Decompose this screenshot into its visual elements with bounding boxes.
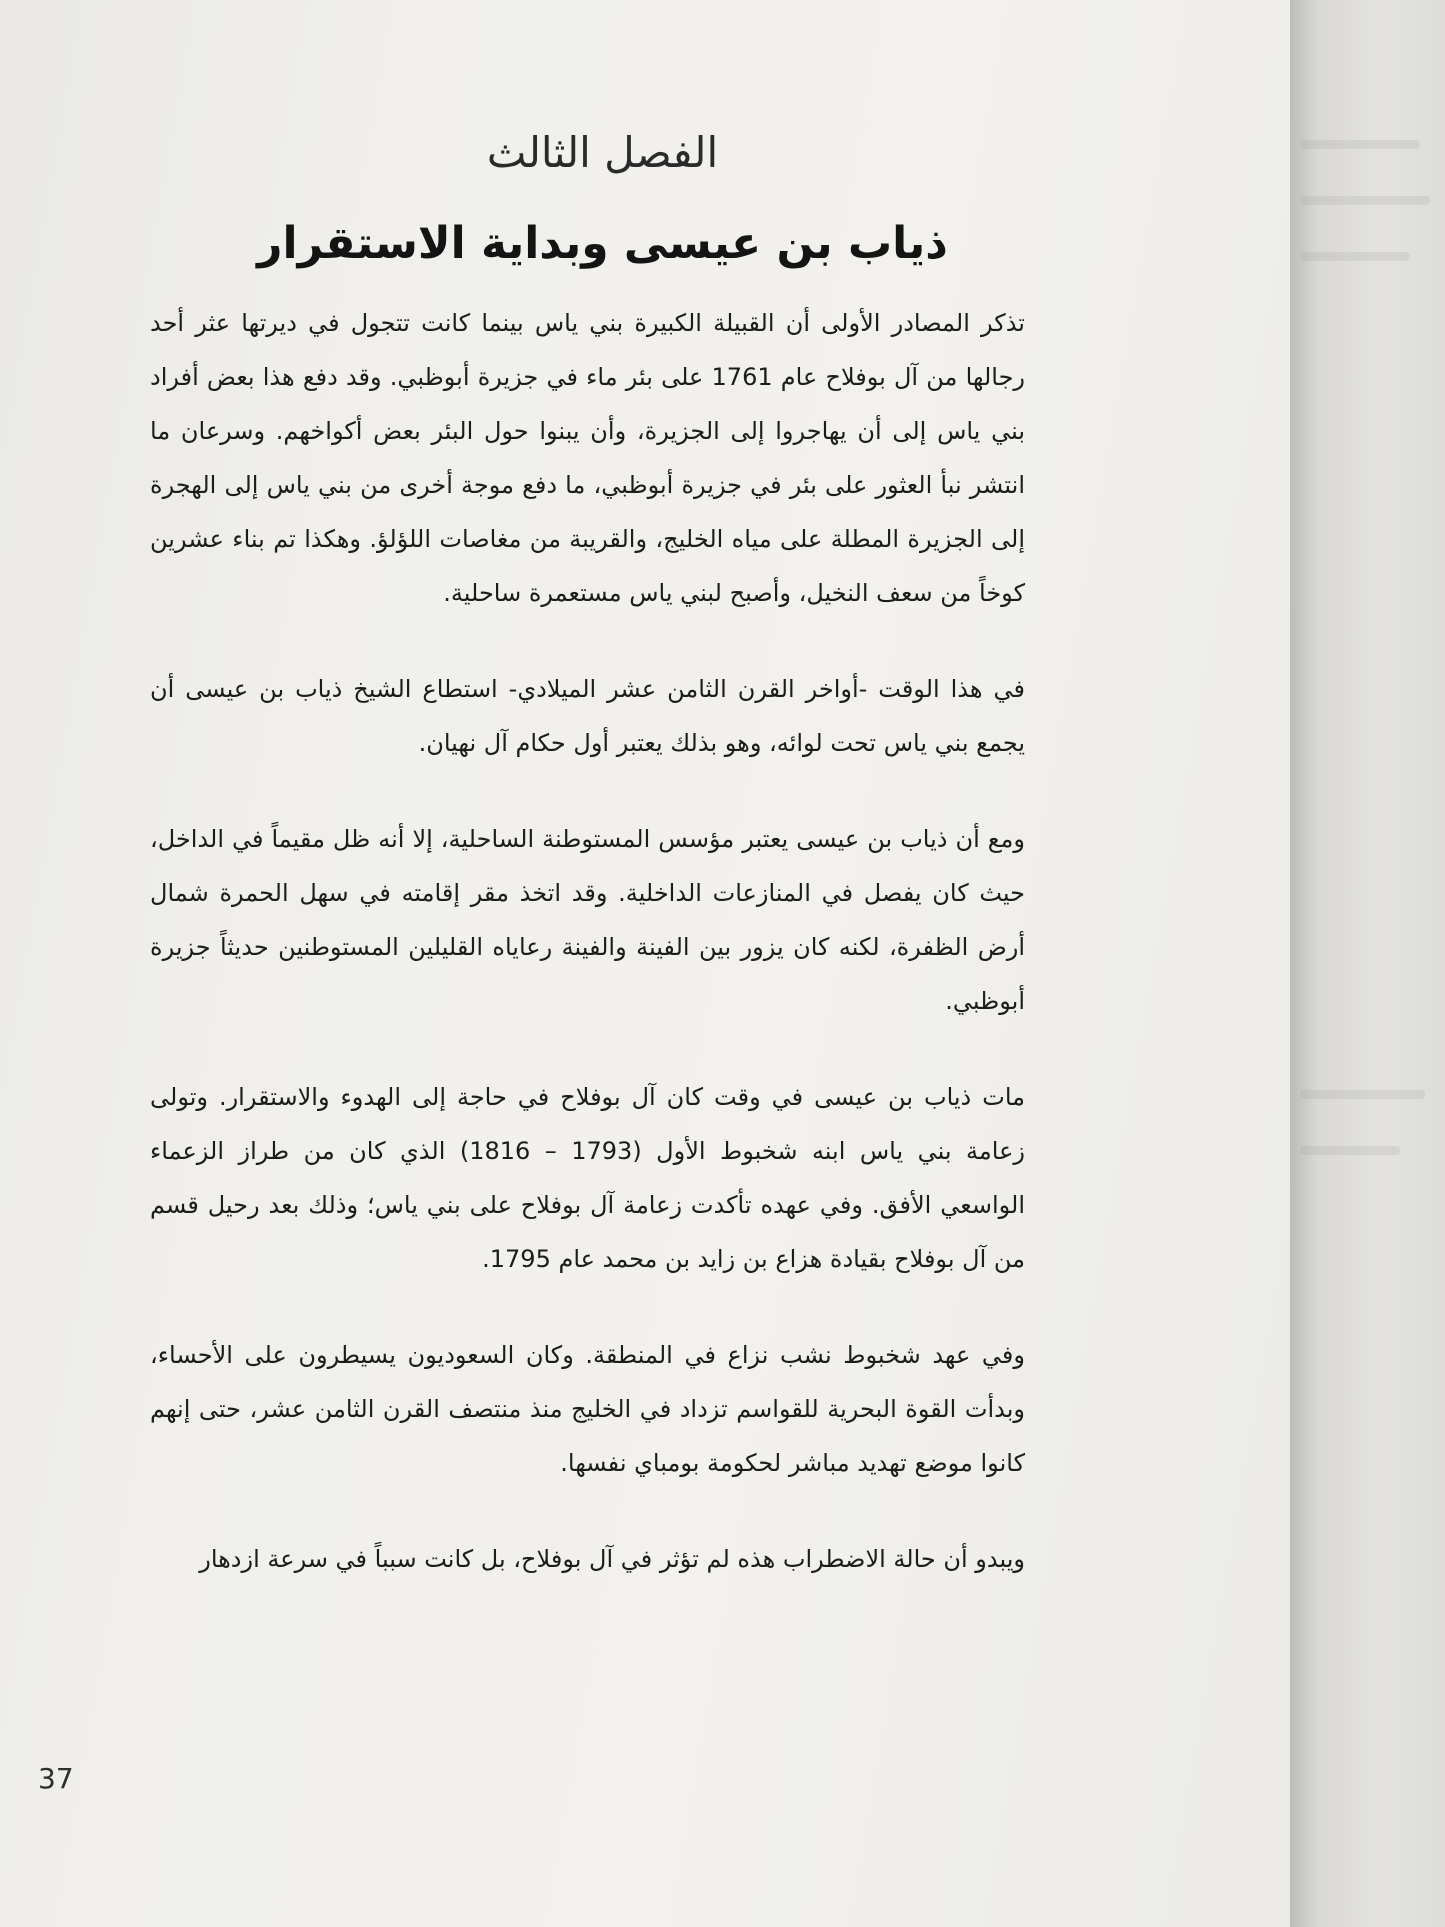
paragraph: تذكر المصادر الأولى أن القبيلة الكبيرة بني ياس بينما كانت تتجول في ديرتها عثر أحد رجالها من آل بوفلاح عام 1761 على بئر ماء في جزيرة أبوظبي. وقد دفع هذا بعض أفراد بني ياس إلى أن يهاجروا إلى الجزيرة، وأن يبنوا حول البئر بعض أكواخهم. وسرعان ما انتشر نبأ العثور على بئر في جزيرة أبوظبي، ما دفع موجة أخرى من بني ياس إلى الهجرة إلى الجزيرة المطلة على مياه الخليج، والقريبة من مغاصات اللؤلؤ. وهكذا تم بناء عشرين كوخاً من سعف النخيل، وأصبح لبني ياس مستعمرة ساحلية.: [150, 309, 1026, 607]
paragraph: وفي عهد شخبوط نشب نزاع في المنطقة. وكان السعوديون يسيطرون على الأحساء، وبدأت القوة البحرية للقواسم تزداد في الخليج منذ منتصف القرن الثامن عشر، حتى إنهم كانوا موضع تهديد مباشر لحكومة بومباي نفسها.: [150, 1341, 1025, 1477]
chapter-title: ذياب بن عيسى وبداية الاستقرار: [257, 218, 948, 269]
bleed-through-line: [1300, 252, 1410, 261]
paragraph: ومع أن ذياب بن عيسى يعتبر مؤسس المستوطنة الساحلية، إلا أنه ظل مقيماً في الداخل، حيث كان يفصل في المنازعات الداخلية. وقد اتخذ مقر إقامته في سهل الحمرة شمال أرض الظفرة، لكنه كان يزور بين الفينة والفينة رعاياه القليلين المستوطنين حديثاً جزيرة أبوظبي.: [150, 825, 1025, 1015]
paragraph: ويبدو أن حالة الاضطراب هذه لم تؤثر في آل بوفلاح، بل كانت سبباً في سرعة ازدهار: [199, 1545, 1025, 1573]
bleed-through-line: [1300, 1146, 1400, 1155]
paragraph: في هذا الوقت -أواخر القرن الثامن عشر الميلادي- استطاع الشيخ ذياب بن عيسى أن يجمع بني ياس تحت لوائه، وهو بذلك يعتبر أول حكام آل نهيان.: [150, 675, 1025, 757]
page-number: 37: [38, 1762, 74, 1795]
body-text: [150, 296, 1025, 1628]
chapter-label: الفصل الثالث: [486, 128, 719, 177]
bleed-through-line: [1300, 1090, 1425, 1099]
bleed-through-line: [1300, 140, 1420, 149]
adjacent-page-edge: [1290, 0, 1445, 1927]
bleed-through-line: [1300, 196, 1430, 205]
paragraph: مات ذياب بن عيسى في وقت كان آل بوفلاح في حاجة إلى الهدوء والاستقرار. وتولى زعامة بني ياس ابنه شخبوط الأول (1793 – 1816) الذي كان من طراز الزعماء الواسعي الأفق. وفي عهده تأكدت زعامة آل بوفلاح على بني ياس؛ وذلك بعد رحيل قسم من آل بوفلاح بقيادة هزاع بن زايد بن محمد عام 1795.: [150, 1083, 1025, 1273]
